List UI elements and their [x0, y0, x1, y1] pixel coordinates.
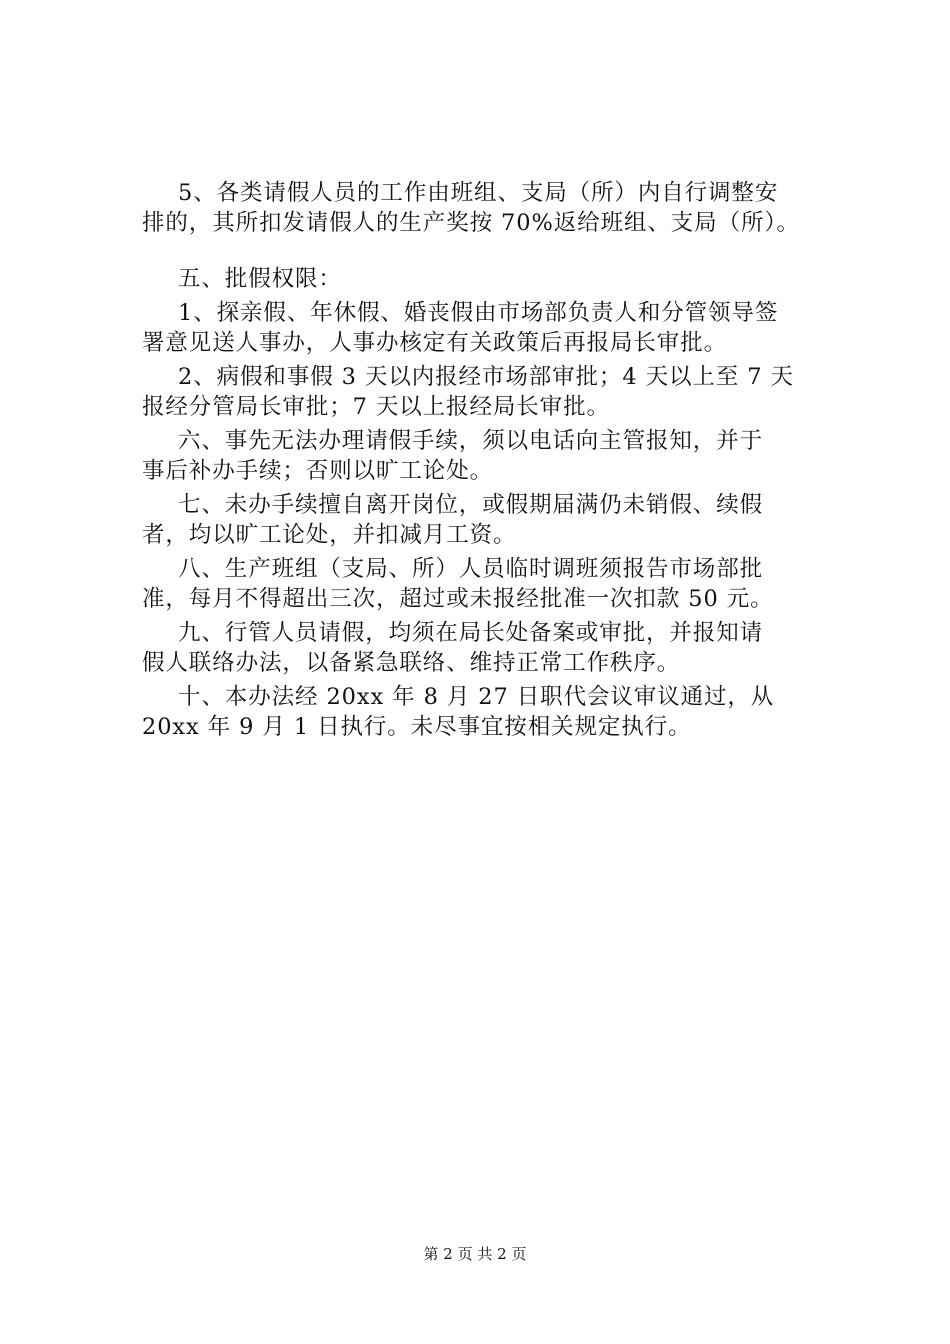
paragraph-line: 六、事先无法办理请假手续，须以电话向主管报知，并于 [178, 428, 764, 454]
paragraph-line: 报经分管局长审批；7 天以上报经局长审批。 [142, 394, 610, 420]
paragraph-line: 20xx 年 9 月 1 日执行。未尽事宜按相关规定执行。 [142, 714, 692, 740]
paragraph-line: 1、探亲假、年休假、婚丧假由市场部负责人和分管领导签 [178, 300, 779, 326]
paragraph-line: 事后补办手续；否则以旷工论处。 [142, 458, 494, 484]
paragraph-line: 十、本办法经 20xx 年 8 月 27 日职代会议审议通过，从 [178, 684, 775, 710]
paragraph-line: 2、病假和事假 3 天以内报经市场部审批；4 天以上至 7 天 [178, 364, 794, 390]
paragraph-line: 5、各类请假人员的工作由班组、支局（所）内自行调整安 [178, 180, 779, 206]
paragraph-line: 七、未办手续擅自离开岗位，或假期届满仍未销假、续假 [178, 492, 764, 518]
paragraph-line: 署意见送人事办，人事办核定有关政策后再报局长审批。 [142, 330, 728, 356]
paragraph-line: 者，均以旷工论处，并扣减月工资。 [142, 522, 517, 548]
paragraph-line: 排的，其所扣发请假人的生产奖按 70%返给班组、支局（所）。 [142, 210, 800, 236]
paragraph-line: 准，每月不得超出三次，超过或未报经批准一次扣款 50 元。 [142, 586, 774, 612]
section-heading: 五、批假权限： [178, 266, 342, 292]
paragraph-line: 假人联络办法，以备紧急联络、维持正常工作秩序。 [142, 650, 681, 676]
paragraph-line: 八、生产班组（支局、所）人员临时调班须报告市场部批 [178, 556, 764, 582]
paragraph-line: 九、行管人员请假，均须在局长处备案或审批，并报知请 [178, 620, 764, 646]
page-number-footer: 第 2 页 共 2 页 [423, 1245, 527, 1263]
